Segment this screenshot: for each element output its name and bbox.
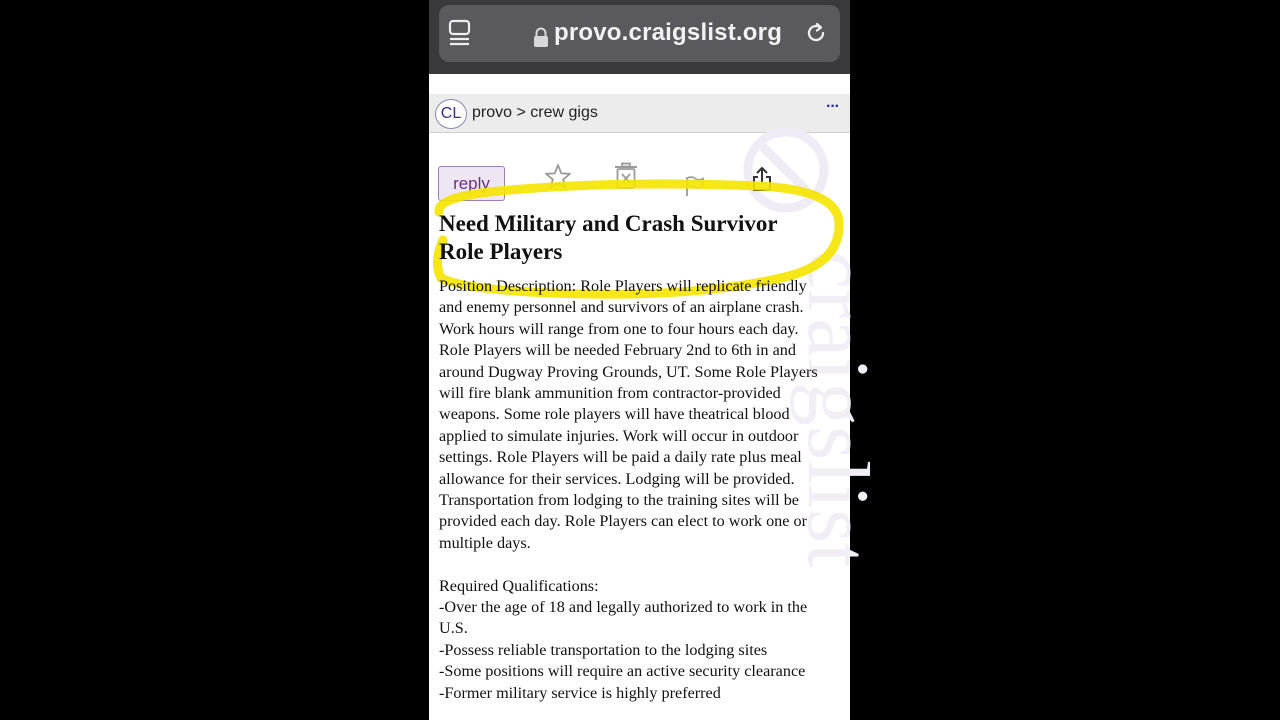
reload-icon[interactable]	[804, 21, 828, 45]
qualification-line: -Over the age of 18 and legally authorized to work in the	[439, 598, 808, 617]
lock-icon	[533, 27, 549, 47]
qualification-line: U.S.	[439, 619, 468, 638]
body-line: Position Description: Role Players will replicate friendly	[439, 277, 807, 295]
flag-icon[interactable]	[684, 175, 706, 197]
breadcrumb[interactable]: provo > crew gigs	[472, 104, 598, 121]
browser-address-bar	[429, 0, 850, 74]
body-line: will fire blank ammunition from contractor-provided	[439, 384, 781, 403]
trash-icon[interactable]	[613, 162, 639, 190]
svg-text:craigslist: craigslist	[789, 250, 886, 568]
star-icon[interactable]	[544, 163, 572, 191]
body-line: Transportation from lodging to the training sites will be	[439, 491, 799, 510]
url-text[interactable]: provo.craigslist.org	[554, 19, 783, 46]
body-line: Work hours will range from one to four hours each day.	[439, 319, 799, 338]
body-line: provided each day. Role Players can elect to work one or	[439, 512, 807, 531]
phone-screen	[429, 0, 886, 720]
qualification-line: -Some positions will require an active security clearance	[439, 662, 806, 681]
more-menu-icon[interactable]: ···	[826, 98, 839, 115]
body-line: Role Players will be needed February 2nd to 6th in and	[439, 341, 796, 360]
reply-button[interactable]: reply	[438, 166, 505, 201]
body-line: applied to simulate injuries. Work will occur in outdoor	[439, 426, 799, 445]
qualifications-heading: Required Qualifications:	[439, 576, 599, 595]
post-title	[439, 210, 839, 266]
post-body	[439, 276, 849, 704]
craigslist-logo[interactable]: CL	[435, 99, 467, 129]
post-title-line2: Role Players	[439, 239, 563, 264]
body-line: and enemy personnel and survivors of an airplane crash.	[439, 298, 804, 317]
body-line: multiple days.	[439, 533, 531, 552]
craigslist-header	[429, 94, 850, 133]
tabs-icon[interactable]	[449, 20, 473, 46]
url-pill[interactable]	[439, 5, 840, 62]
post-title-line1: Need Military and Crash Survivor	[439, 211, 778, 236]
share-icon[interactable]	[751, 166, 773, 192]
qualification-line: -Former military service is highly preferred	[439, 683, 721, 702]
qualification-line: -Possess reliable transportation to the lodging sites	[439, 640, 768, 659]
body-line: weapons. Some role players will have theatrical blood	[439, 405, 790, 424]
body-line: allowance for their services. Lodging will be provided.	[439, 469, 795, 488]
body-line: around Dugway Proving Grounds, UT. Some Role Players	[439, 362, 818, 381]
body-line: settings. Role Players will be paid a daily rate plus meal	[439, 448, 802, 467]
